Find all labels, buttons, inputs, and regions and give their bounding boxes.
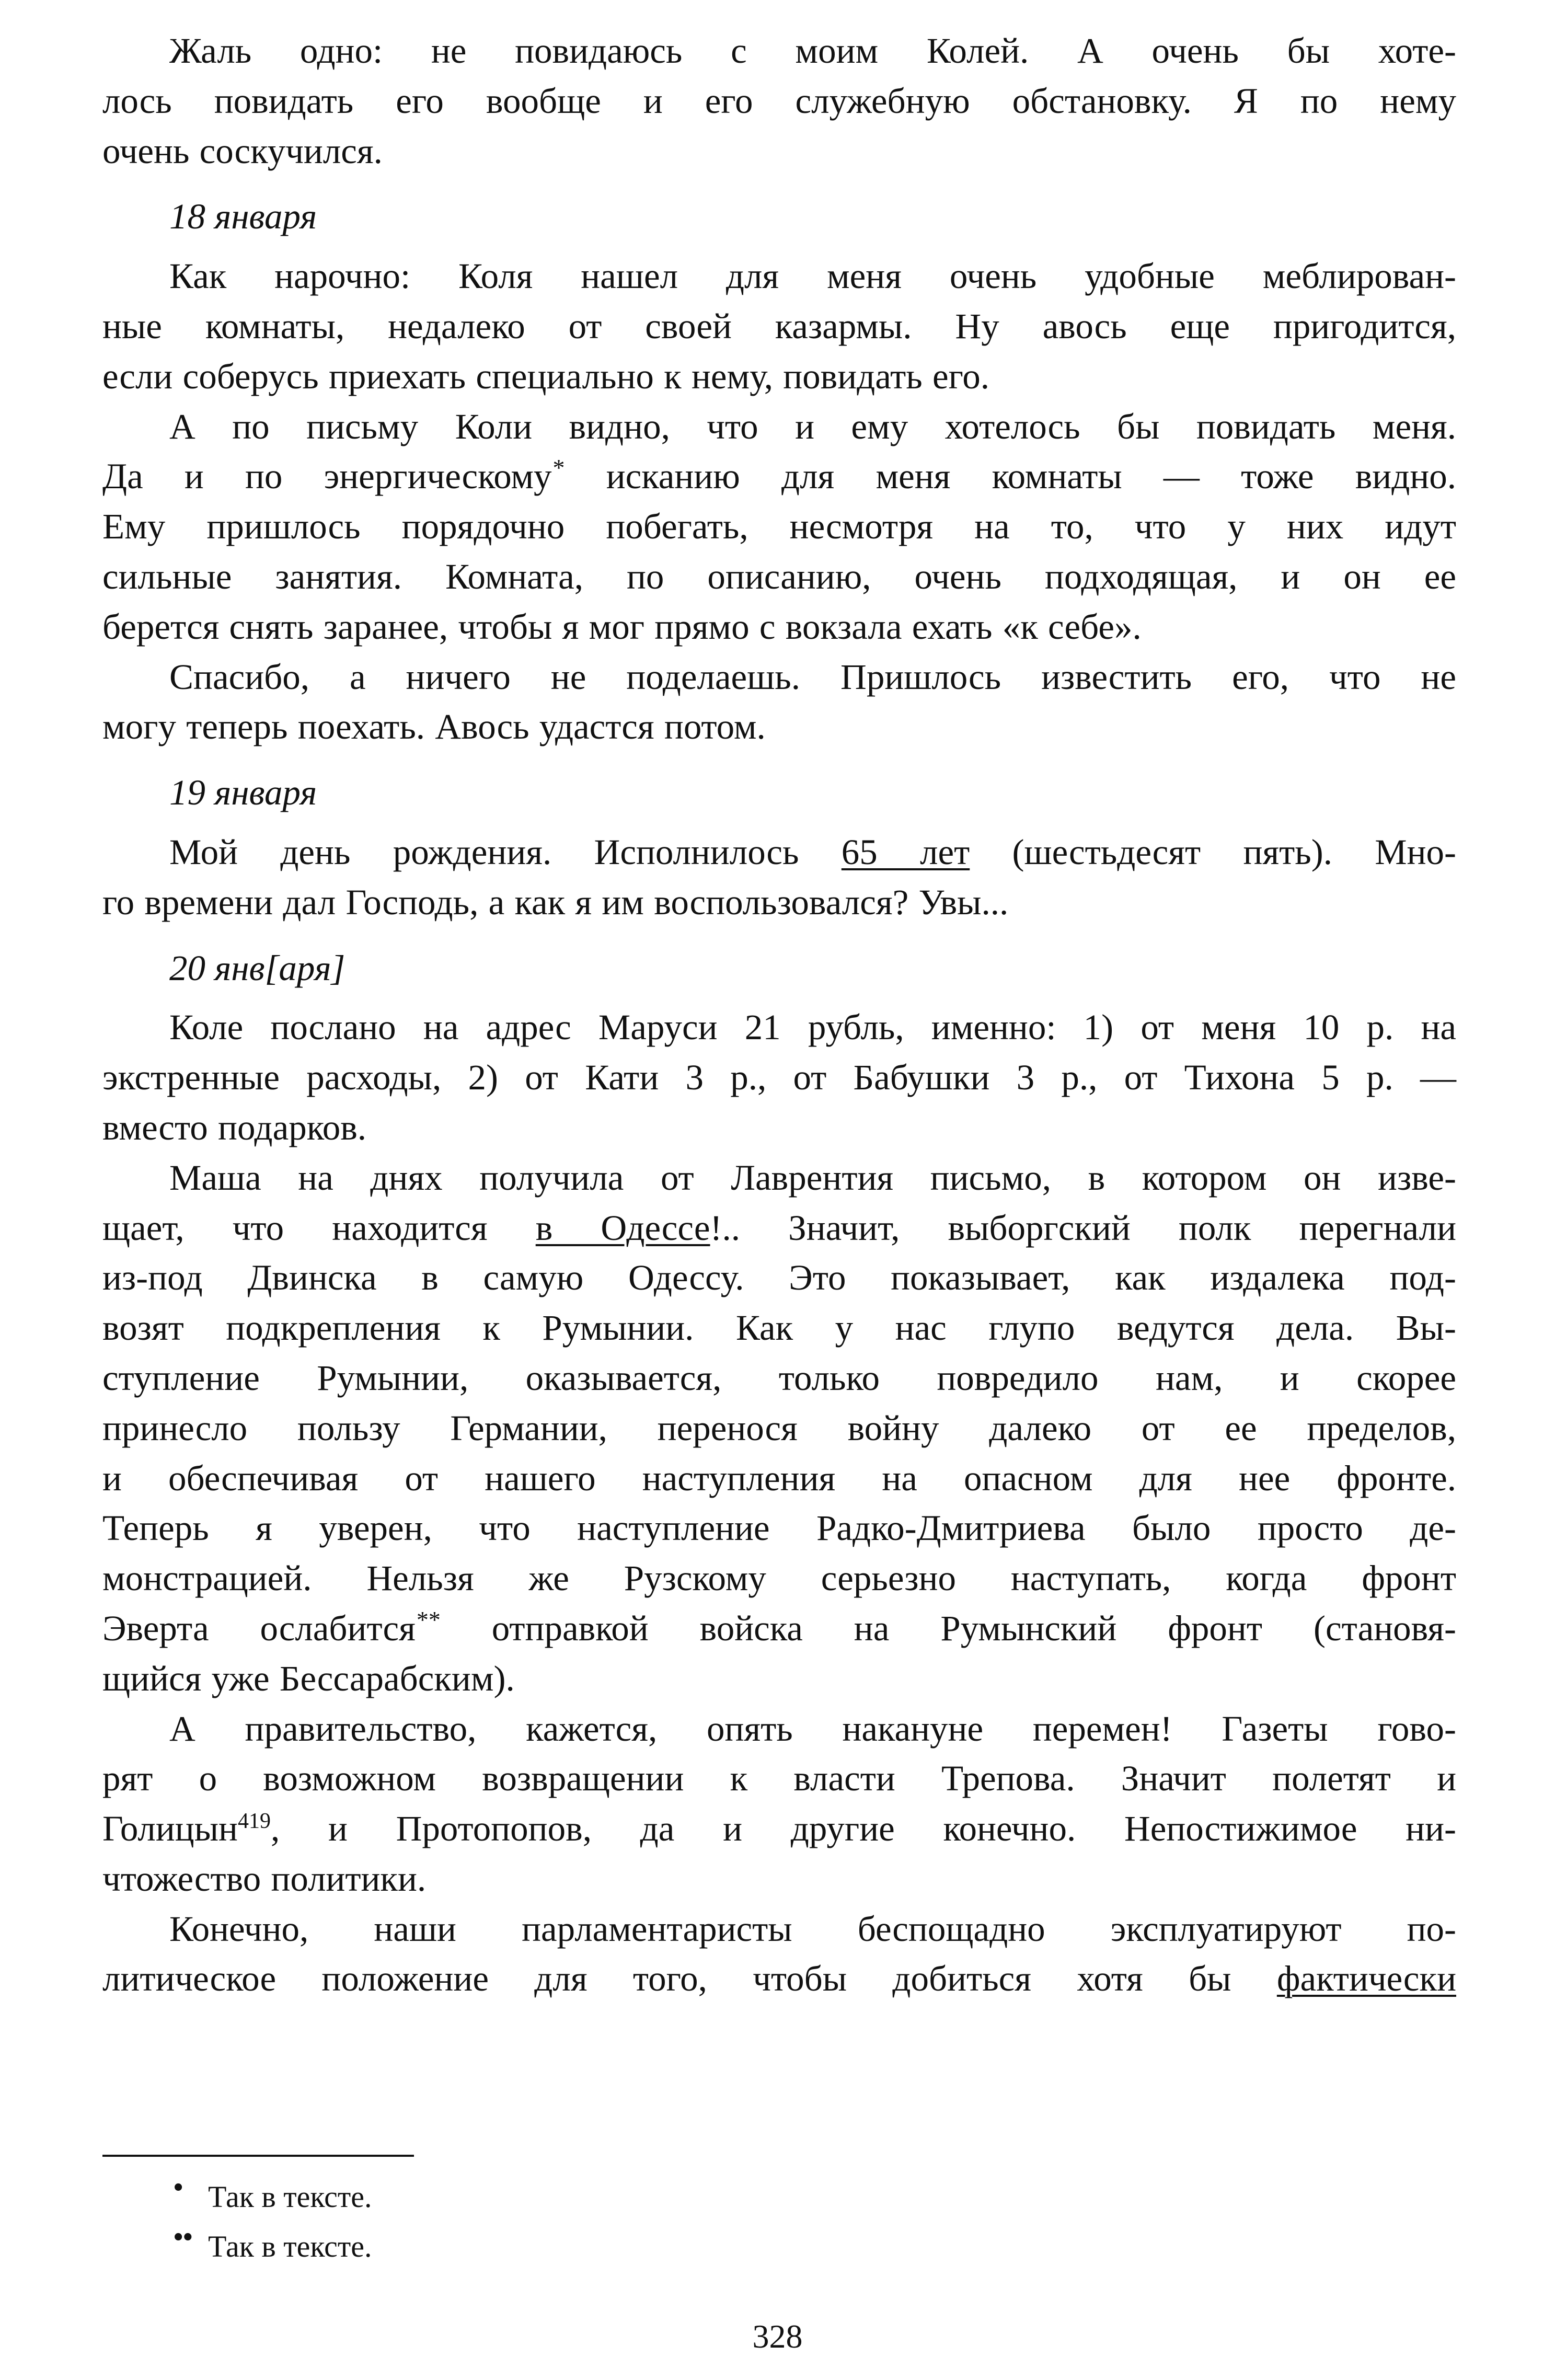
paragraph-entry-20-3 [102, 1704, 1456, 1904]
text-line: щийся уже Бессарабским). [102, 1658, 515, 1698]
paragraph-entry-18-3 [102, 652, 1456, 753]
text-line: вместо подарков. [102, 1107, 367, 1147]
endnote-reference: 419 [238, 1809, 271, 1834]
entry-date-20-january: 20 янв[аря] [169, 948, 345, 988]
footnote-marker: • [174, 2172, 183, 2202]
text-line: из-под Двинска в самую Одессу. Это показывает, как издалека под- [102, 1258, 1456, 1298]
text-line: А правительство, кажется, опять накануне перемен! Газеты гово- [169, 1708, 1456, 1749]
text-line [102, 1203, 1456, 1254]
underlined-text: фактически [1276, 1959, 1456, 1999]
text-line [102, 1804, 1456, 1854]
text-line: Жаль одно: не повидаюсь с моим Колей. А очень бы хоте- [169, 31, 1456, 71]
footnote-item [164, 2222, 372, 2271]
text-line: возят подкрепления к Румынии. Как у нас глупо ведутся дела. Вы- [102, 1308, 1456, 1348]
text-fragment: литическое положение для того, чтобы добиться хотя бы [102, 1959, 1277, 1999]
footnote-mark-double: ** [416, 1606, 441, 1633]
text-fragment: отправкой войска на Румынский фронт (становя- [440, 1608, 1456, 1648]
underlined-text: в Одессе [535, 1208, 710, 1248]
footnote-text: Так в тексте. [208, 2229, 372, 2263]
footnote-mark-single: * [552, 454, 565, 481]
text-line: могу теперь поехать. Авось удастся потом. [102, 707, 766, 747]
footnote-marker: •• [174, 2222, 193, 2252]
text-fragment: Мой день рождения. Исполнилось [169, 832, 842, 872]
text-line: го времени дал Господь, а как я им воспользовался? Увы... [102, 882, 1009, 922]
paragraph-entry-20-1 [102, 1003, 1456, 1153]
text-line [102, 827, 1456, 878]
text-fragment: !.. Значит, выборгский полк перегнали [710, 1208, 1456, 1248]
paragraph-entry-20-4 [102, 1904, 1456, 2005]
footnote-text: Так в тексте. [208, 2180, 372, 2214]
document-page [102, 26, 1456, 2004]
footnote-item [164, 2172, 372, 2222]
text-line: очень соскучился. [102, 131, 383, 171]
paragraph-entry-18-2 [102, 402, 1456, 652]
text-line: принесло пользу Германии, перенося войну далеко от ее пределов, [102, 1408, 1456, 1448]
paragraph-entry-18-1 [102, 251, 1456, 401]
text-line: экстренные расходы, 2) от Кати 3 р., от Бабушки 3 р., от Тихона 5 р. — [102, 1057, 1456, 1098]
text-line: Спасибо, а ничего не поделаешь. Пришлось известить его, что не [169, 657, 1456, 697]
text-line-with-note-mark [102, 1604, 1456, 1654]
page-number: 328 [752, 2318, 803, 2355]
text-line: сильные занятия. Комната, по описанию, очень подходящая, и он ее [102, 556, 1456, 596]
text-line: Ему пришлось порядочно побегать, несмотря на то, что у них идут [102, 507, 1456, 547]
entry-date-18-january: 18 января [169, 197, 317, 237]
paragraph-entry-20-2 [102, 1153, 1456, 1704]
text-line [102, 1954, 1456, 2004]
text-line: монстрацией. Нельзя же Рузскому серьезно наступать, когда фронт [102, 1558, 1456, 1599]
text-line: Как нарочно: Коля нашел для меня очень удобные меблирован- [169, 256, 1456, 296]
footnote-divider [102, 2155, 414, 2157]
text-line: ные комнаты, недалеко от своей казармы. Ну авось еще пригодится, [102, 306, 1456, 346]
text-line: Теперь я уверен, что наступление Радко-Дмитриева было просто де- [102, 1508, 1456, 1548]
text-line: и обеспечивая от нашего наступления на опасном для нее фронте. [102, 1458, 1456, 1498]
text-fragment: Голицын [102, 1809, 238, 1849]
underlined-text: 65 лет [841, 832, 970, 872]
entry-date-19-january: 19 января [169, 773, 317, 813]
paragraph-opening [102, 26, 1456, 176]
text-fragment: , и Протопопов, да и другие конечно. Непостижимое ни- [271, 1809, 1456, 1849]
text-fragment: Эверта ослабится [102, 1608, 416, 1648]
text-line: ступление Румынии, оказывается, только повредило нам, и скорее [102, 1358, 1456, 1398]
text-line-with-note-mark [102, 452, 1456, 502]
footnotes [164, 2172, 372, 2271]
text-line: лось повидать его вообще и его служебную обстановку. Я по нему [102, 81, 1456, 121]
text-line: рят о возможном возвращении к власти Трепова. Значит полетят и [102, 1758, 1456, 1799]
text-fragment: Да и по энергическому [102, 456, 552, 497]
text-line: А по письму Коли видно, что и ему хотелось бы повидать меня. [169, 406, 1456, 446]
text-line: Коле послано на адрес Маруси 21 рубль, именно: 1) от меня 10 р. на [169, 1007, 1456, 1048]
text-fragment: (шестьдесят пять). Мно- [970, 832, 1456, 872]
paragraph-entry-19 [102, 827, 1456, 928]
text-fragment: исканию для меня комнаты — тоже видно. [565, 456, 1456, 497]
text-line: Маша на днях получила от Лаврентия письмо, в котором он изве- [169, 1157, 1456, 1198]
text-fragment: щает, что находится [102, 1208, 536, 1248]
text-line: берется снять заранее, чтобы я мог прямо с вокзала ехать «к себе». [102, 606, 1142, 647]
text-line: Конечно, наши парламентаристы беспощадно эксплуатируют по- [169, 1908, 1456, 1949]
text-line: чтожество политики. [102, 1858, 427, 1899]
text-line: если соберусь приехать специально к нему, повидать его. [102, 356, 989, 396]
